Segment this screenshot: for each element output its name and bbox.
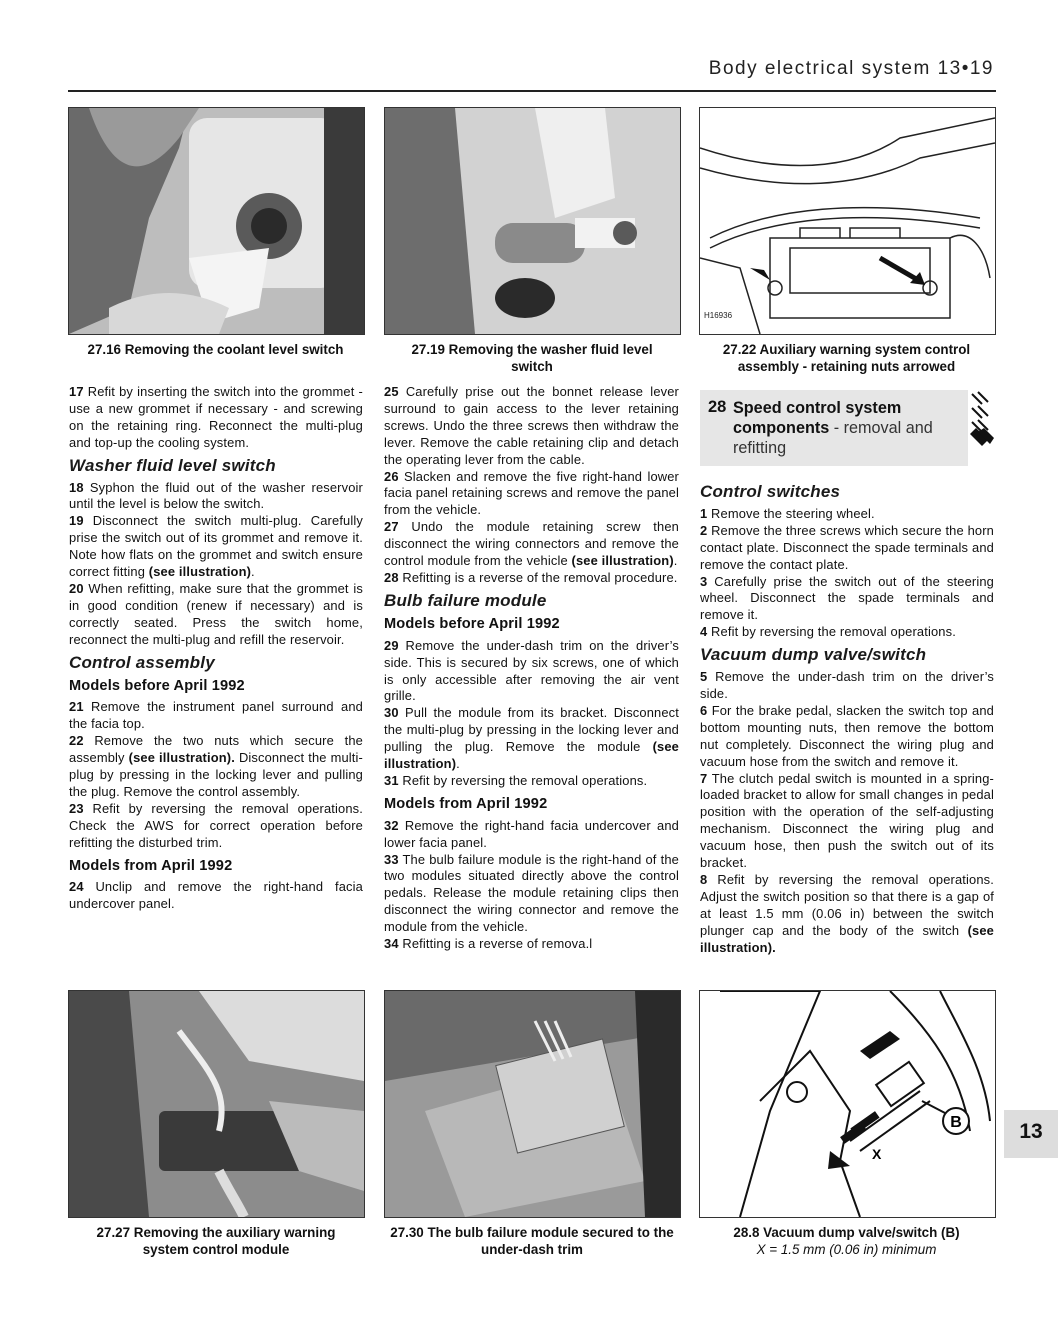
paragraph-28: 28 Refitting is a reverse of the removal procedure. xyxy=(384,569,678,585)
heading-bulb-failure-module: Bulb failure module xyxy=(384,590,547,610)
caption-27-16: 27.16 Removing the coolant level switch xyxy=(87,342,344,357)
heading-control-switches: Control switches xyxy=(700,482,841,501)
column-3 xyxy=(700,478,994,956)
caption-27-22: 27.22 Auxiliary warning system control assembly - retaining nuts arrowed xyxy=(722,342,971,374)
paragraph-21: 21 Remove the instrument panel surround and the facia top. xyxy=(69,699,363,732)
paragraph-31: 31 Refit by reversing the removal operations. xyxy=(384,772,648,788)
paragraph-17: 17 Refit by inserting the switch into the grommet - use a new grommet if necessary - and screwing on the retaining ring. Reconnect the multi-plug and top-up the cooling system. xyxy=(69,384,363,450)
paragraph-29: 29 Remove the under-dash trim on the driver’s side. This is secured by six screws, one of which is only accessible after removing the air vent grille. xyxy=(384,637,679,704)
paragraph-18: 18 Syphon the fluid out of the washer reservoir until the level is below the switch. xyxy=(69,479,363,512)
photo-washer-switch xyxy=(384,107,681,335)
page-title: Body electrical system 13•19 xyxy=(708,58,994,79)
paragraph-3: 3 Carefully prise the switch out of the steering wheel. Disconnect the spade terminals and remove it. xyxy=(700,573,994,623)
paragraph-24: 24 Unclip and remove the right-hand facia undercover panel. xyxy=(69,879,363,912)
difficulty-spanner-icon xyxy=(968,388,996,448)
paragraph-22: 22 Remove the two nuts which secure the assembly (see illustration). Disconnect the multi-plug by pressing in the locking lever and pulling the plug. Remove the control assembly. xyxy=(69,733,363,799)
caption-27-30: 27.30 The bulb failure module secured to the under-dash trim xyxy=(390,1225,674,1257)
photo-bulb-failure-module xyxy=(384,990,681,1218)
page-header xyxy=(68,56,996,92)
paragraph-34: 34 Refitting is a reverse of remova.l xyxy=(384,936,593,952)
paragraph-4: 4 Refit by reversing the removal operations. xyxy=(700,624,956,640)
heading-control-assembly: Control assembly xyxy=(69,652,215,672)
section-number: 28 xyxy=(708,398,727,416)
column-2 xyxy=(384,384,679,953)
photo-coolant-switch xyxy=(68,107,365,335)
diagram-aws-assembly xyxy=(699,107,996,335)
paragraph-32: 32 Remove the right-hand facia undercover and lower facia panel. xyxy=(384,817,679,850)
paragraph-7: 7 The clutch pedal switch is mounted in a spring-loaded bracket to allow for small changes in pedal position with the operation of the self-adjusting mechanism. Disconnect the wiring plug and vacuum hose, then push the switch out of its bracket. xyxy=(700,770,994,871)
column-1 xyxy=(69,384,363,913)
paragraph-5: 5 Remove the under-dash trim on the driver’s side. xyxy=(700,669,994,701)
diagram-label-b: B xyxy=(950,1114,962,1131)
diagram-label-x: X xyxy=(872,1146,882,1162)
paragraph-33: 33 The bulb failure module is the right-hand of the two modules situated directly above the control pedals. Release the module retaining clips then disconnect the wiring connector and remove the module from the vehicle. xyxy=(384,851,679,935)
paragraph-8: 8 Refit by reversing the removal operations. Adjust the switch position so that there is a gap of at least 1.5 mm (0.06 in) between the switch plunger cap and the body of the switch (see illustration). xyxy=(700,871,994,955)
paragraph-25: 25 Carefully prise out the bonnet release lever surround to gain access to the lever retaining screws. Undo the three screws then withdraw the lever. Remove the cable retaining clip and detach the operating lever from the cable. xyxy=(384,384,679,467)
subheading-models-before: Models before April 1992 xyxy=(69,677,245,694)
photo-aws-module xyxy=(68,990,365,1218)
subheading-models-before: Models before April 1992 xyxy=(384,615,560,632)
diagram-vacuum-dump-valve xyxy=(699,990,996,1218)
paragraph-26: 26 Slacken and remove the five right-hand lower facia panel retaining screws and remove the panel from the vehicle. xyxy=(384,468,679,518)
diagram-label: H16936 xyxy=(704,311,733,320)
paragraph-30: 30 Pull the module from its bracket. Disconnect the multi-plug by pressing in the locking lever and pulling the plug. Remove the module (see illustration). xyxy=(384,705,679,772)
chapter-tab: 13 xyxy=(1004,1110,1058,1158)
paragraph-1: 1 Remove the steering wheel. xyxy=(700,505,875,521)
paragraph-20: 20 When refitting, make sure that the grommet is in good condition (renew if necessary) and is correctly seated. Press the switch home, reconnect the multi-plug and refill the reservoir. xyxy=(69,580,363,647)
caption-27-19: 27.19 Removing the washer fluid level switch xyxy=(411,342,653,374)
paragraph-2: 2 Remove the three screws which secure the horn contact plate. Disconnect the spade terminals and remove the contact plate. xyxy=(700,522,994,572)
subheading-models-from: Models from April 1992 xyxy=(69,857,233,874)
section-title: Speed control system components - removal and refitting xyxy=(733,399,933,457)
heading-vacuum-dump-valve: Vacuum dump valve/switch xyxy=(700,645,927,665)
caption-28-8: 28.8 Vacuum dump valve/switch (B) X = 1.5 mm (0.06 in) minimum xyxy=(700,1224,993,1258)
subheading-models-from: Models from April 1992 xyxy=(384,795,548,812)
paragraph-6: 6 For the brake pedal, slacken the switch top and bottom mounting nuts, then remove the bottom nut completely. Disconnect the wiring plug and vacuum hose from the switch and remove it. xyxy=(700,702,994,769)
paragraph-23: 23 Refit by reversing the removal operations. Check the AWS for correct operation before refitting the disturbed trim. xyxy=(69,800,363,850)
section-heading-28 xyxy=(700,390,968,466)
caption-27-27: 27.27 Removing the auxiliary warning system control module xyxy=(96,1225,336,1257)
heading-washer-fluid-level-switch: Washer fluid level switch xyxy=(69,455,276,475)
caption-28-8-subtitle: X = 1.5 mm (0.06 in) minimum xyxy=(756,1242,937,1257)
paragraph-27: 27 Undo the module retaining screw then disconnect the wiring connectors and remove the control module from the vehicle (see illustration). xyxy=(384,519,679,569)
paragraph-19: 19 Disconnect the switch multi-plug. Carefully prise the switch out of its grommet and remove it. Note how flats on the grommet and switch ensure correct fitting (see illustration). xyxy=(69,513,363,580)
